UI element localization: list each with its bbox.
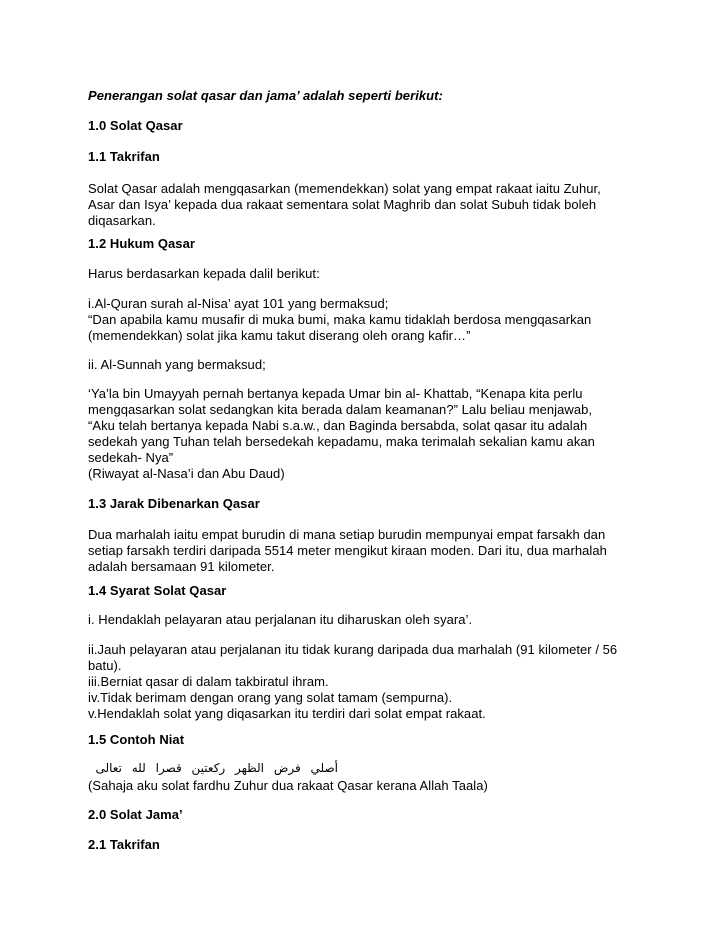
section-1-1-heading: 1.1 Takrifan xyxy=(88,149,160,164)
section-1-1-body-line: diqasarkan. xyxy=(88,213,156,228)
section-1-3-body-line: Dua marhalah iaitu empat burudin di mana setiap burudin mempunyai empat farsakh dan xyxy=(88,527,606,542)
quran-citation-line: “Dan apabila kamu musafir di muka bumi, maka kamu tidaklah berdosa mengqasarkan xyxy=(88,312,592,327)
quran-citation-line: i.Al-Quran surah al-Nisa’ ayat 101 yang bermaksud; xyxy=(88,296,389,311)
section-1-3-heading: 1.3 Jarak Dibenarkan Qasar xyxy=(88,496,260,511)
condition-item: ii.Jauh pelayaran atau perjalanan itu tidak kurang daripada dua marhalah (91 kilometer / 56 xyxy=(88,642,618,657)
condition-item: v.Hendaklah solat yang diqasarkan itu terdiri dari solat empat rakaat. xyxy=(88,706,486,721)
section-1-1-body-line: Asar dan Isya’ kepada dua rakaat sementara solat Maghrib dan solat Subuh tidak boleh xyxy=(88,197,597,212)
section-1-0-heading: 1.0 Solat Qasar xyxy=(88,118,183,133)
condition-item: batu). xyxy=(88,658,122,673)
hadith-line: ‘Ya’la bin Umayyah pernah bertanya kepada Umar bin al- Khattab, “Kenapa kita perlu xyxy=(88,386,583,401)
condition-item: i. Hendaklah pelayaran atau perjalanan itu diharuskan oleh syara’. xyxy=(88,612,473,627)
sunnah-intro: ii. Al-Sunnah yang bermaksud; xyxy=(88,357,266,372)
section-1-4-heading: 1.4 Syarat Solat Qasar xyxy=(88,583,227,598)
hadith-line: mengqasarkan solat sedangkan kita berada dalam keamanan?” Lalu beliau menjawab, xyxy=(88,402,593,417)
section-2-1-heading: 2.1 Takrifan xyxy=(88,837,160,852)
hadith-line: sedekah yang Tuhan telah bersedekah kepadamu, maka terimalah sekalian kamu akan xyxy=(88,434,595,449)
hadith-source: (Riwayat al-Nasa’i dan Abu Daud) xyxy=(88,466,285,481)
section-2-0-heading: 2.0 Solat Jama’ xyxy=(88,807,183,822)
niat-arabic-text: أصلي فرض الظهر ركعتين قصرا لله تعالى xyxy=(95,761,338,775)
condition-item: iv.Tidak berimam dengan orang yang solat tamam (sempurna). xyxy=(88,690,453,705)
section-1-5-heading: 1.5 Contoh Niat xyxy=(88,732,185,747)
condition-item: iii.Berniat qasar di dalam takbiratul ihram. xyxy=(88,674,329,689)
section-1-2-heading: 1.2 Hukum Qasar xyxy=(88,236,195,251)
hadith-line: “Aku telah bertanya kepada Nabi s.a.w., dan Baginda bersabda, solat qasar itu adalah xyxy=(88,418,588,433)
niat-translation: (Sahaja aku solat fardhu Zuhur dua rakaat Qasar kerana Allah Taala) xyxy=(88,778,488,793)
intro-heading: Penerangan solat qasar dan jama’ adalah seperti berikut: xyxy=(88,88,443,103)
quran-citation-line: (memendekkan) solat jika kamu takut diserang oleh orang kafir…” xyxy=(88,328,471,343)
hadith-line: sedekah- Nya” xyxy=(88,450,174,465)
section-1-2-intro: Harus berdasarkan kepada dalil berikut: xyxy=(88,266,320,281)
section-1-3-body-line: setiap farsakh terdiri daripada 5514 meter mengikut kiraan moden. Dari itu, dua marhalah xyxy=(88,543,607,558)
section-1-1-body-line: Solat Qasar adalah mengqasarkan (memendekkan) solat yang empat rakaat iaitu Zuhur, xyxy=(88,181,601,196)
section-1-3-body-line: adalah bersamaan 91 kilometer. xyxy=(88,559,275,574)
